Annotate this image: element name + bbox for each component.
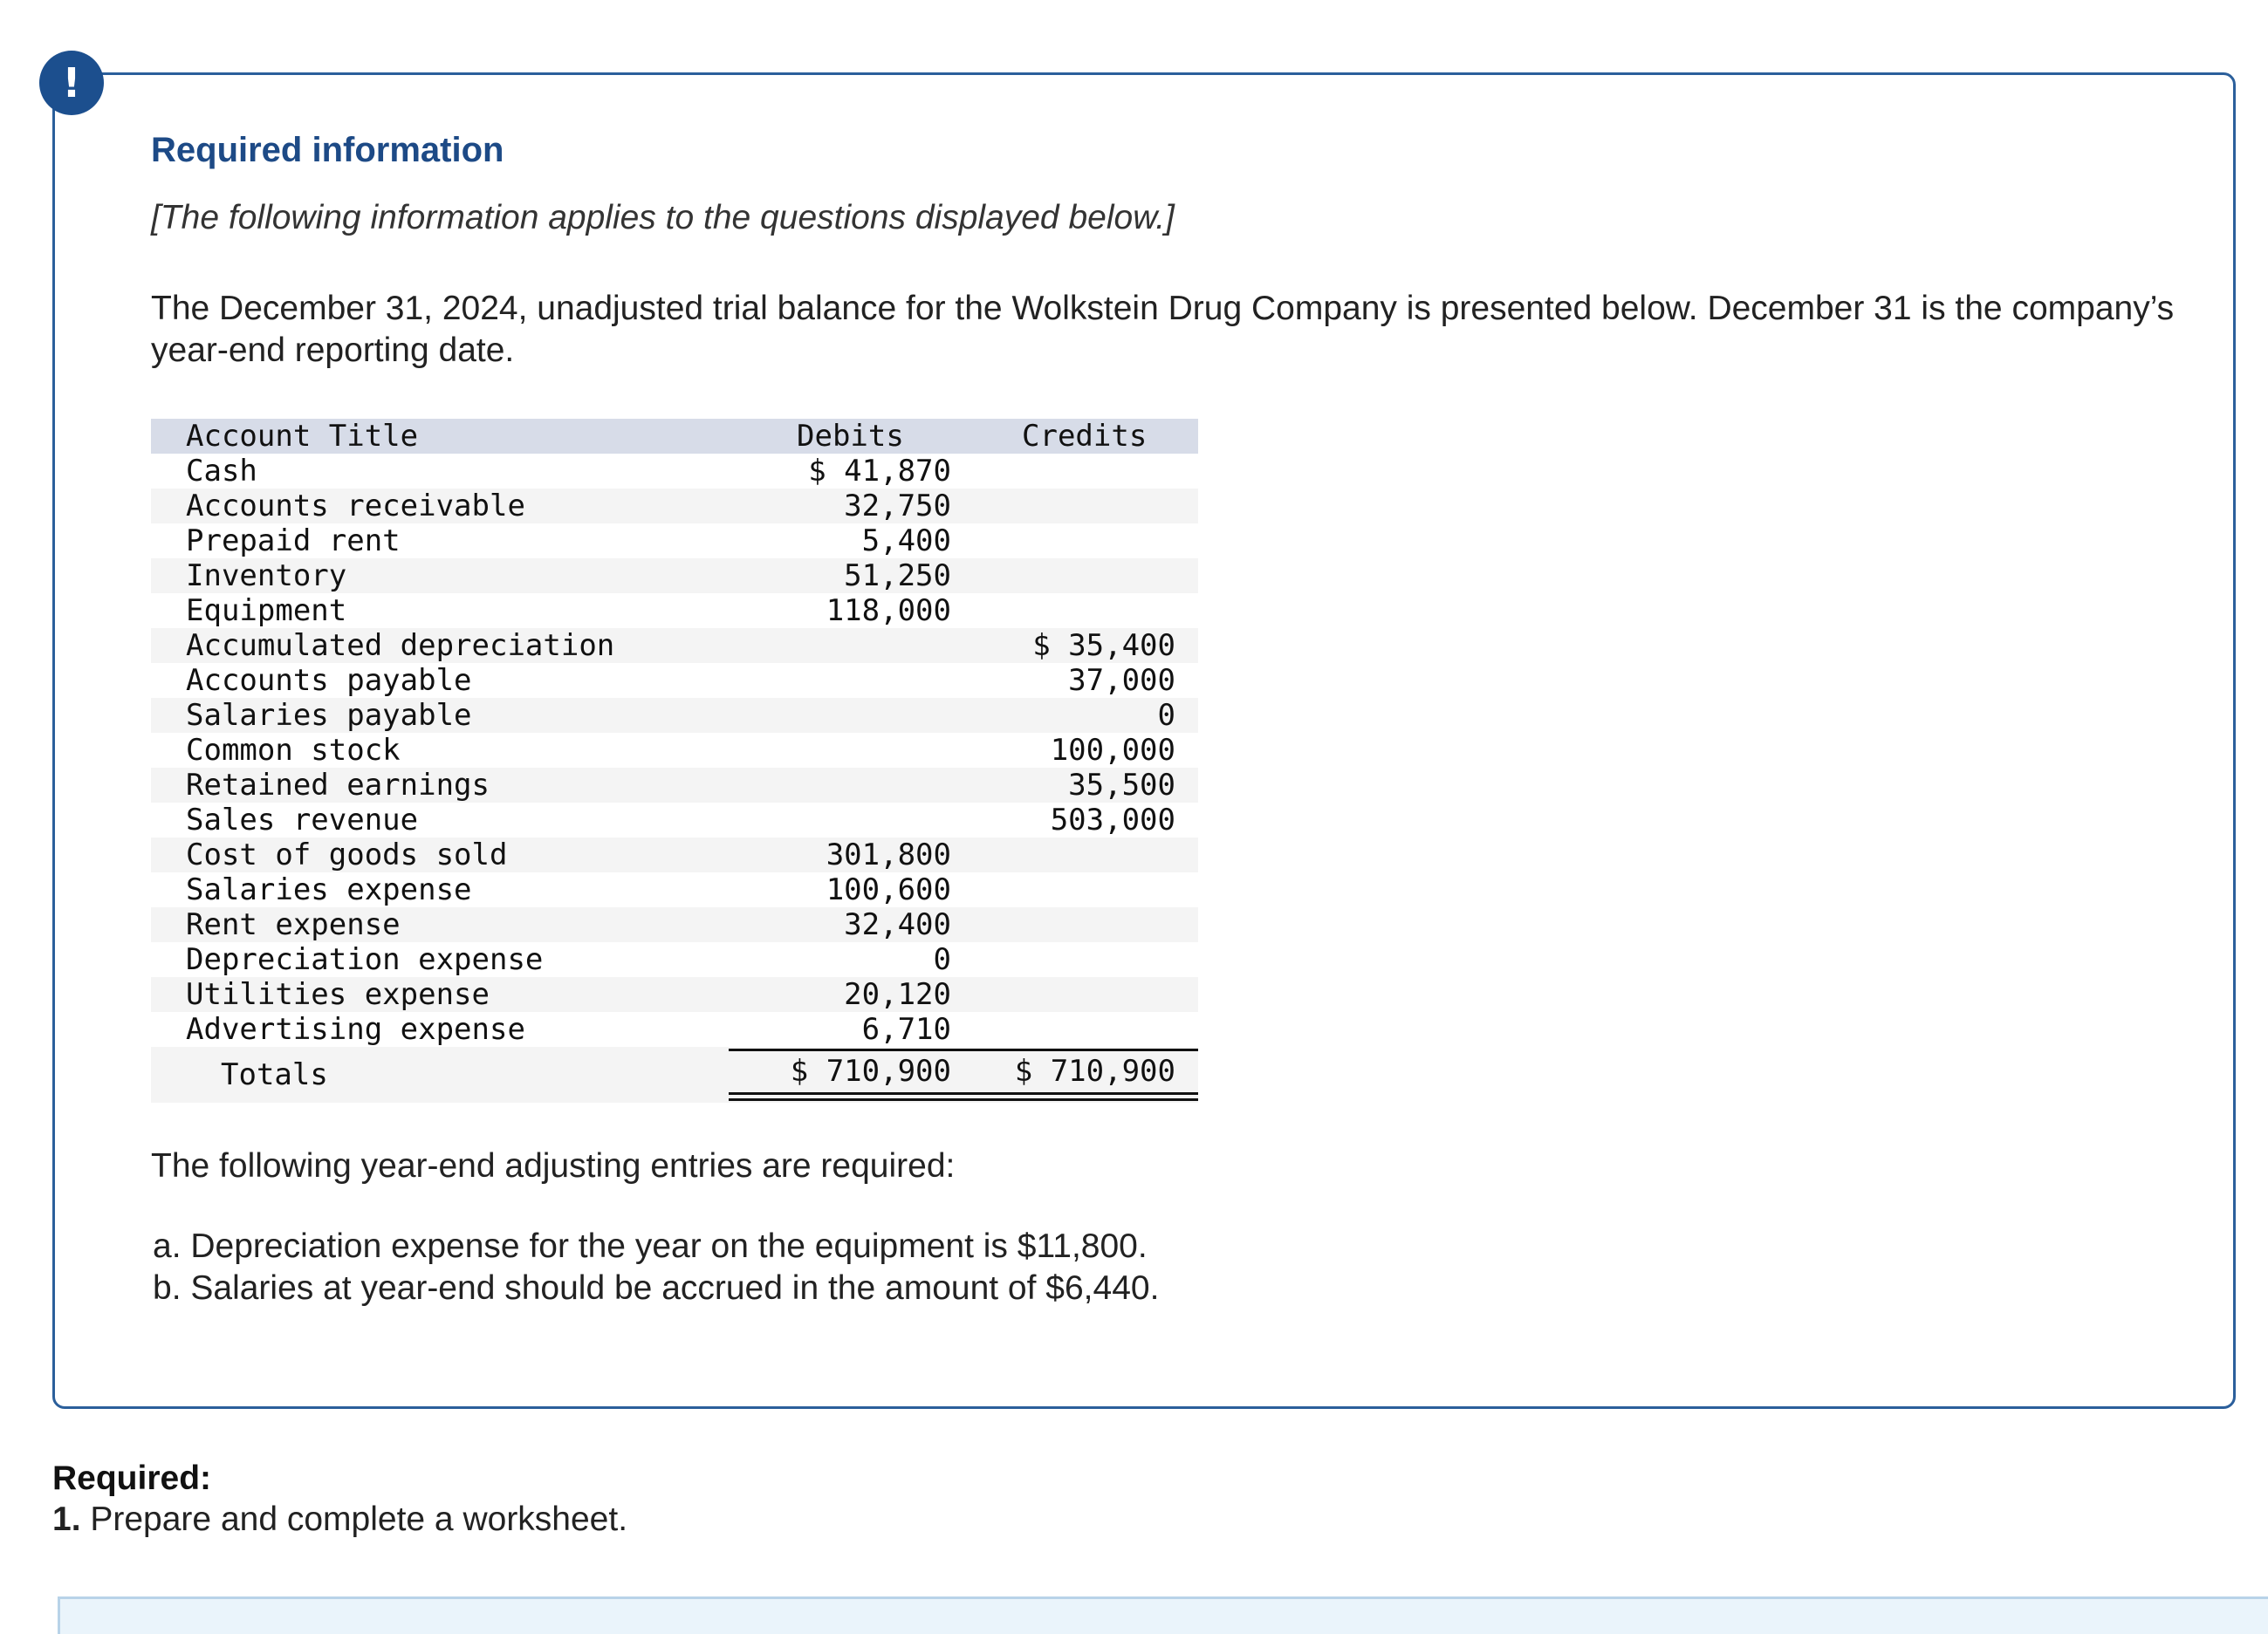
account-cell: Utilities expense — [186, 977, 490, 1012]
account-cell: Prepaid rent — [186, 523, 401, 558]
table-row — [151, 523, 1198, 558]
answer-panel-edge — [58, 1596, 2268, 1634]
credit-cell: $ 35,400 — [1032, 628, 1175, 663]
debit-cell: 5,400 — [861, 523, 951, 558]
account-cell: Equipment — [186, 593, 347, 628]
table-row — [151, 768, 1198, 803]
table-row — [151, 663, 1198, 698]
header-debits: Debits — [797, 419, 904, 454]
totals-label: Totals — [221, 1057, 328, 1092]
totals-top-rule — [729, 1049, 1198, 1051]
table-row — [151, 1012, 1198, 1047]
trial-balance-table — [151, 419, 1198, 1103]
required-item-number: 1. — [52, 1501, 81, 1538]
debit-cell: $ 41,870 — [808, 454, 951, 489]
account-cell: Accumulated depreciation — [186, 628, 615, 663]
header-credits: Credits — [1022, 419, 1148, 454]
totals-debit: $ 710,900 — [790, 1054, 951, 1089]
debit-cell: 6,710 — [861, 1012, 951, 1047]
debit-cell: 51,250 — [844, 558, 951, 593]
table-row — [151, 733, 1198, 768]
required-label: Required: — [52, 1460, 212, 1497]
account-cell: Salaries payable — [186, 698, 472, 733]
credit-cell: 0 — [1157, 698, 1175, 733]
header-account-title: Account Title — [186, 419, 419, 454]
debit-cell: 20,120 — [844, 977, 951, 1012]
adjustment-item-a: a. Depreciation expense for the year on the equipment is $11,800. — [153, 1227, 1148, 1265]
table-row — [151, 628, 1198, 663]
alert-icon: ! — [39, 51, 104, 115]
credit-cell: 37,000 — [1068, 663, 1175, 698]
intro-paragraph: The December 31, 2024, unadjusted trial balance for the Wolkstein Drug Company is presented below. December 31 is the company’s year-end reporting date. — [151, 290, 2175, 369]
account-cell: Common stock — [186, 733, 401, 768]
account-cell: Depreciation expense — [186, 942, 544, 977]
table-body — [151, 454, 1198, 1047]
credit-cell: 35,500 — [1068, 768, 1175, 803]
account-cell: Accounts payable — [186, 663, 472, 698]
debit-cell: 32,750 — [844, 489, 951, 523]
account-cell: Salaries expense — [186, 872, 472, 907]
debit-cell: 301,800 — [826, 838, 951, 872]
adjustments-intro: The following year-end adjusting entries are required: — [151, 1147, 956, 1185]
account-cell: Inventory — [186, 558, 347, 593]
table-header-row — [151, 419, 1198, 454]
table-row — [151, 454, 1198, 489]
debit-cell: 32,400 — [844, 907, 951, 942]
totals-double-rule — [729, 1092, 1198, 1101]
adjustment-item-b: b. Salaries at year-end should be accrued in the amount of $6,440. — [153, 1269, 1160, 1307]
required-item-1 — [52, 1501, 627, 1539]
applies-note: [The following information applies to the questions displayed below.] — [151, 199, 1175, 236]
table-row — [151, 803, 1198, 838]
debit-cell: 100,600 — [826, 872, 951, 907]
credit-cell: 100,000 — [1050, 733, 1175, 768]
table-row — [151, 977, 1198, 1012]
credit-cell: 503,000 — [1050, 803, 1175, 838]
account-cell: Advertising expense — [186, 1012, 525, 1047]
table-row — [151, 942, 1198, 977]
account-cell: Accounts receivable — [186, 489, 525, 523]
account-cell: Sales revenue — [186, 803, 419, 838]
account-cell: Rent expense — [186, 907, 401, 942]
table-row — [151, 838, 1198, 872]
table-row — [151, 698, 1198, 733]
table-row — [151, 907, 1198, 942]
debit-cell: 118,000 — [826, 593, 951, 628]
debit-cell: 0 — [933, 942, 951, 977]
table-row — [151, 558, 1198, 593]
table-row — [151, 593, 1198, 628]
table-row — [151, 489, 1198, 523]
account-cell: Cost of goods sold — [186, 838, 508, 872]
table-row — [151, 872, 1198, 907]
required-item-text: Prepare and complete a worksheet. — [80, 1501, 628, 1538]
adjustments-list — [153, 1226, 1159, 1309]
required-information-title: Required information — [151, 131, 504, 169]
account-cell: Retained earnings — [186, 768, 490, 803]
totals-credit: $ 710,900 — [1014, 1054, 1175, 1089]
account-cell: Cash — [186, 454, 257, 489]
